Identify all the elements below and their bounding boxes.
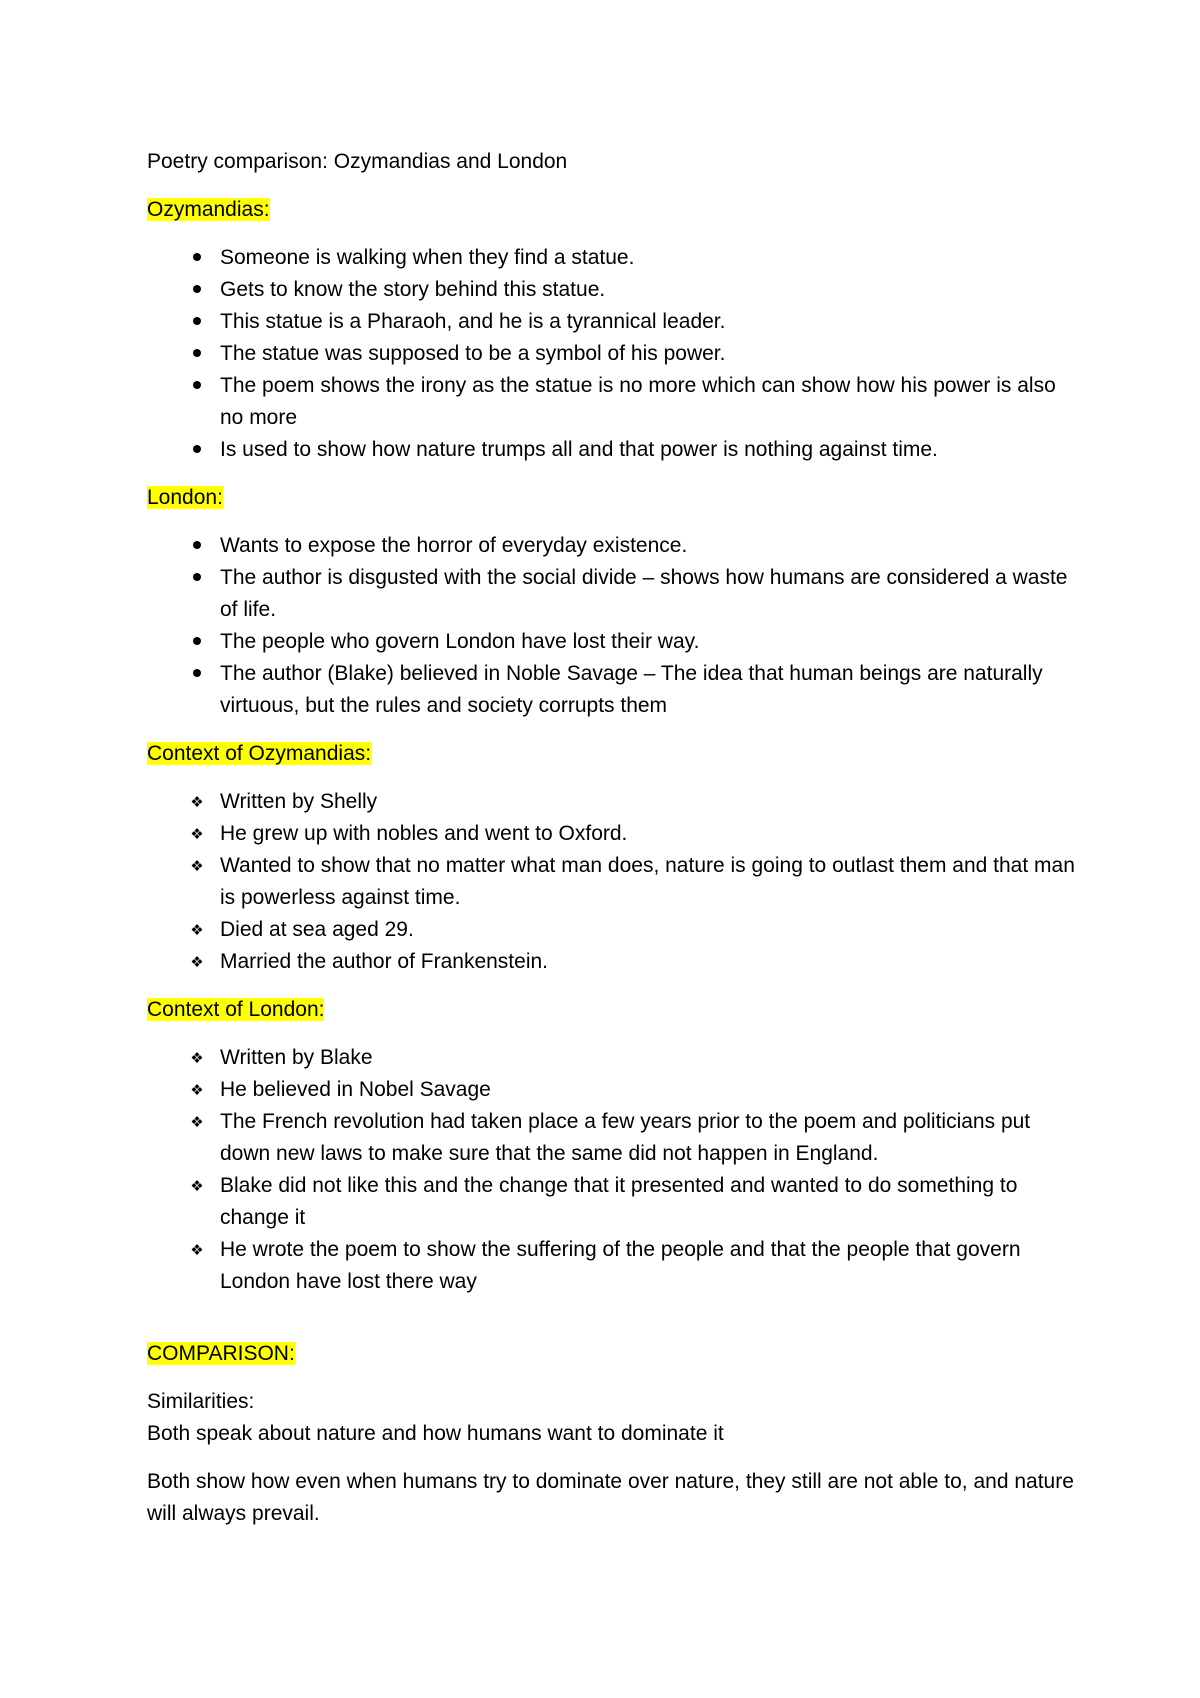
list-item <box>147 914 1077 946</box>
comparison-paragraph: Both show how even when humans try to dominate over nature, they still are not able to, and nature will always prevail. <box>147 1470 1074 1525</box>
list-item-text: He grew up with nobles and went to Oxford. <box>220 822 628 845</box>
highlighted-heading-text: London: <box>147 486 223 509</box>
diamond-bullet-icon: ❖ <box>190 921 204 939</box>
bullet-dot-icon <box>187 562 207 594</box>
diamond-bullet-icon: ❖ <box>190 953 204 971</box>
list-item <box>147 242 1077 274</box>
list-item-text: The author is disgusted with the social divide – shows how humans are considered a waste of life. <box>220 566 1068 621</box>
list-item-text: This statue is a Pharaoh, and he is a tyrannical leader. <box>220 310 726 333</box>
section-heading <box>147 194 1077 226</box>
blank-line <box>147 1314 1077 1338</box>
list-item <box>147 626 1077 658</box>
list-item <box>147 658 1077 722</box>
list-item-text: Written by Shelly <box>220 790 378 813</box>
bullet-list <box>147 786 1077 978</box>
bullet-dot-icon <box>187 530 207 562</box>
bullet-dot-icon <box>187 434 207 466</box>
section-london <box>147 482 1077 722</box>
document-content <box>147 146 1077 1546</box>
bullet-dot-icon <box>187 242 207 274</box>
list-item-text: Blake did not like this and the change that it presented and wanted to do something to change it <box>220 1174 1018 1229</box>
list-item <box>147 1234 1077 1298</box>
highlighted-heading-text: Context of Ozymandias: <box>147 742 372 765</box>
list-item-text: Someone is walking when they find a statue. <box>220 246 635 269</box>
list-item <box>147 786 1077 818</box>
list-item <box>147 1106 1077 1170</box>
diamond-bullet-icon: ❖ <box>190 857 204 875</box>
highlighted-heading-text: COMPARISON: <box>147 1342 295 1365</box>
bullet-dot-icon <box>187 338 207 370</box>
list-item <box>147 338 1077 370</box>
bullet-list <box>147 530 1077 722</box>
diamond-bullet-icon: ❖ <box>190 1081 204 1099</box>
list-item-text: Married the author of Frankenstein. <box>220 950 549 973</box>
diamond-bullet-icon: ❖ <box>190 1241 204 1259</box>
document-title: Poetry comparison: Ozymandias and London <box>147 150 568 173</box>
list-item <box>147 946 1077 978</box>
bullet-list <box>147 1042 1077 1298</box>
list-item-text: He wrote the poem to show the suffering of the people and that the people that govern London have lost there way <box>220 1238 1021 1293</box>
list-item-text: The statue was supposed to be a symbol of his power. <box>220 342 726 365</box>
bullet-dot-icon <box>187 626 207 658</box>
list-item-text: Wanted to show that no matter what man does, nature is going to outlast them and that man is powerless against time. <box>220 854 1075 909</box>
highlighted-heading-text: Ozymandias: <box>147 198 270 221</box>
list-item-text: Gets to know the story behind this statue. <box>220 278 606 301</box>
list-item-text: Wants to expose the horror of everyday existence. <box>220 534 688 557</box>
section-context-ozymandias <box>147 738 1077 978</box>
similarities-label: Similarities: <box>147 1390 255 1413</box>
section-heading <box>147 482 1077 514</box>
list-item-text: The author (Blake) believed in Noble Savage – The idea that human beings are naturally virtuous, but the rules and society corrupts them <box>220 662 1043 717</box>
list-item <box>147 274 1077 306</box>
bullet-dot-icon <box>187 306 207 338</box>
list-item-text: The French revolution had taken place a few years prior to the poem and politicians put down new laws to make sure that the same did not happen in England. <box>220 1110 1031 1165</box>
diamond-bullet-icon: ❖ <box>190 793 204 811</box>
section-heading <box>147 1338 1077 1370</box>
list-item <box>147 818 1077 850</box>
section-heading <box>147 994 1077 1026</box>
bullet-dot-icon <box>187 370 207 402</box>
highlighted-heading-text: Context of London: <box>147 998 325 1021</box>
diamond-bullet-icon: ❖ <box>190 1177 204 1195</box>
diamond-bullet-icon: ❖ <box>190 1113 204 1131</box>
list-item <box>147 1170 1077 1234</box>
section-context-london <box>147 994 1077 1298</box>
list-item-text: He believed in Nobel Savage <box>220 1078 491 1101</box>
list-item <box>147 530 1077 562</box>
list-item-text: Is used to show how nature trumps all and that power is nothing against time. <box>220 438 938 461</box>
bullet-dot-icon <box>187 658 207 690</box>
diamond-bullet-icon: ❖ <box>190 825 204 843</box>
comparison-paragraph: Both speak about nature and how humans want to dominate it <box>147 1422 724 1445</box>
list-item <box>147 1042 1077 1074</box>
list-item <box>147 370 1077 434</box>
list-item-text: Died at sea aged 29. <box>220 918 414 941</box>
list-item <box>147 562 1077 626</box>
list-item <box>147 1074 1077 1106</box>
section-ozymandias <box>147 194 1077 466</box>
list-item <box>147 434 1077 466</box>
list-item-text: The people who govern London have lost their way. <box>220 630 700 653</box>
list-item-text: The poem shows the irony as the statue is no more which can show how his power is also no more <box>220 374 1056 429</box>
bullet-list <box>147 242 1077 466</box>
bullet-dot-icon <box>187 274 207 306</box>
section-heading <box>147 738 1077 770</box>
list-item <box>147 306 1077 338</box>
list-item <box>147 850 1077 914</box>
section-comparison <box>147 1338 1077 1530</box>
diamond-bullet-icon: ❖ <box>190 1049 204 1067</box>
list-item-text: Written by Blake <box>220 1046 373 1069</box>
